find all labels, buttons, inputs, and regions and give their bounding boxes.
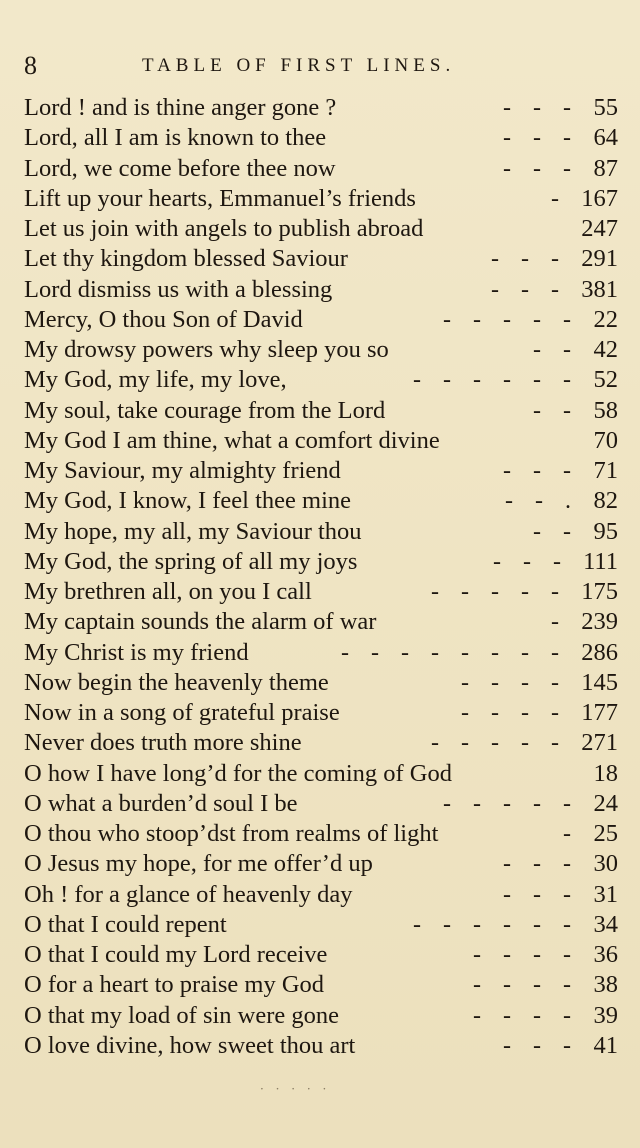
table-row: [24, 910, 618, 940]
page-header: [24, 46, 544, 86]
table-row: [24, 638, 618, 668]
dot-leaders: - - - -: [473, 972, 579, 999]
hymn-number: 177: [581, 699, 618, 726]
first-line-text: O that my load of sin were gone: [24, 1001, 340, 1029]
first-line-text: My Saviour, my almighty friend: [24, 457, 341, 484]
dot-leaders: - - - -: [473, 1002, 579, 1029]
table-row: [24, 728, 618, 758]
table-row: [24, 365, 618, 395]
table-row: [24, 426, 618, 456]
table-row: [24, 154, 618, 184]
footer-ornament: · · · · ·: [260, 1082, 331, 1096]
table-row: [24, 486, 618, 516]
table-row: [24, 940, 618, 970]
table-row: [24, 668, 618, 698]
first-line-text: My God, the spring of all my joys: [24, 547, 358, 575]
table-row: [24, 335, 618, 365]
hymn-number: 34: [593, 910, 618, 938]
hymn-number: 42: [593, 336, 618, 363]
dot-leaders: - - - - -: [443, 790, 579, 817]
hymn-number: 167: [581, 184, 618, 212]
first-line-text: My drowsy powers why sleep you so: [24, 336, 389, 363]
table-row: [24, 970, 618, 1000]
table-row: [24, 214, 618, 244]
first-lines-list: [24, 93, 618, 1061]
first-line-text: My hope, my all, my Saviour thou: [24, 517, 362, 545]
dot-leaders: - - - -: [461, 669, 567, 696]
dot-leaders: - - .: [505, 488, 579, 515]
dot-leaders: - - - - - -: [413, 911, 579, 938]
table-row: [24, 880, 618, 910]
first-line-text: O that I could my Lord receive: [24, 941, 328, 968]
dot-leaders: - - -: [503, 851, 579, 878]
dot-leaders: - - - - -: [443, 306, 579, 333]
hymn-number: 52: [593, 366, 618, 394]
dot-leaders: - - -: [491, 276, 567, 303]
dot-leaders: - - - - - - - -: [341, 639, 567, 666]
dot-leaders: - - - - - -: [413, 367, 579, 394]
first-line-text: O love divine, how sweet thou art: [24, 1031, 356, 1059]
hymn-number: 70: [593, 426, 618, 454]
hymn-number: 18: [593, 759, 618, 787]
first-line-text: Lord, all I am is known to thee: [24, 124, 327, 152]
table-row: [24, 305, 618, 335]
table-row: [24, 789, 618, 819]
dot-leaders: - -: [533, 518, 579, 545]
hymn-number: 31: [593, 880, 618, 908]
first-line-text: O that I could repent: [24, 910, 227, 938]
first-line-text: Never does truth more shine: [24, 729, 302, 757]
hymn-number: 175: [581, 578, 618, 605]
page-number: 8: [24, 51, 37, 80]
dot-leaders: -: [563, 821, 579, 847]
dot-leaders: -: [551, 185, 567, 212]
table-row: [24, 244, 618, 274]
first-line-text: My God, my life, my love,: [24, 366, 287, 394]
first-line-text: Now begin the heavenly theme: [24, 668, 329, 696]
hymn-number: 41: [593, 1031, 618, 1059]
hymn-number: 247: [581, 215, 618, 242]
hymn-number: 239: [581, 608, 618, 636]
table-row: [24, 93, 618, 123]
table-row: [24, 577, 618, 607]
first-line-text: My soul, take courage from the Lord: [24, 396, 386, 424]
dot-leaders: - - -: [503, 458, 579, 484]
dot-leaders: - - -: [491, 246, 567, 273]
hymn-number: 39: [593, 1001, 618, 1029]
hymn-number: 22: [593, 305, 618, 333]
table-row: [24, 819, 618, 849]
hymn-number: 55: [593, 94, 618, 121]
table-row: [24, 517, 618, 547]
first-line-text: Oh ! for a glance of heavenly day: [24, 880, 353, 908]
dot-leaders: - - -: [493, 548, 569, 575]
page-title: TABLE OF FIRST LINES.: [142, 55, 456, 76]
first-line-text: Lift up your hearts, Emmanuel’s friends: [24, 184, 416, 212]
hymn-number: 286: [581, 638, 618, 666]
hymn-number: 58: [593, 396, 618, 424]
first-line-text: O for a heart to praise my God: [24, 971, 325, 999]
hymn-number: 291: [581, 245, 618, 273]
first-line-text: O Jesus my hope, for me offer’d up: [24, 850, 373, 878]
dot-leaders: - - - - -: [431, 579, 567, 605]
table-row: [24, 396, 618, 426]
first-line-text: Lord ! and is thine anger gone ?: [24, 94, 337, 121]
hymn-number: 87: [593, 154, 618, 182]
table-row: [24, 759, 618, 789]
table-row: [24, 849, 618, 879]
first-line-text: Lord dismiss us with a blessing: [24, 275, 333, 303]
first-line-text: My God, I know, I feel thee mine: [24, 487, 352, 515]
dot-leaders: - -: [533, 397, 579, 424]
table-row: [24, 1031, 618, 1061]
dot-leaders: - - - - -: [431, 730, 567, 757]
table-row: [24, 123, 618, 153]
hymn-number: 64: [593, 124, 618, 152]
dot-leaders: - -: [533, 337, 579, 363]
dot-leaders: - - -: [503, 881, 579, 908]
dot-leaders: - - - -: [473, 942, 579, 968]
dot-leaders: - - -: [503, 155, 579, 182]
table-row: [24, 1001, 618, 1031]
first-line-text: My God I am thine, what a comfort divine: [24, 426, 440, 454]
dot-leaders: - - -: [503, 125, 579, 152]
hymn-number: 36: [593, 941, 618, 968]
first-line-text: O what a burden’d soul I be: [24, 789, 298, 817]
hymn-number: 71: [593, 457, 618, 484]
first-line-text: Lord, we come before thee now: [24, 154, 336, 182]
table-row: [24, 275, 618, 305]
table-row: [24, 547, 618, 577]
table-row: [24, 456, 618, 486]
first-line-text: Now in a song of grateful praise: [24, 699, 340, 726]
first-line-text: O thou who stoop’dst from realms of light: [24, 820, 439, 847]
first-line-text: My brethren all, on you I call: [24, 578, 312, 605]
hymn-number: 381: [581, 275, 618, 303]
first-line-text: My captain sounds the alarm of war: [24, 608, 377, 636]
first-line-text: O how I have long’d for the coming of God: [24, 759, 452, 787]
dot-leaders: - - -: [503, 95, 579, 121]
hymn-number: 111: [583, 547, 618, 575]
table-row: [24, 607, 618, 637]
dot-leaders: - - -: [503, 1032, 579, 1059]
dot-leaders: - - - -: [461, 700, 567, 726]
hymn-number: 25: [593, 820, 618, 847]
table-row: [24, 698, 618, 728]
table-row: [24, 184, 618, 214]
hymn-number: 82: [593, 487, 618, 515]
first-line-text: Let us join with angels to publish abroad: [24, 215, 424, 242]
first-line-text: Let thy kingdom blessed Saviour: [24, 245, 348, 273]
dot-leaders: -: [551, 609, 567, 636]
hymn-number: 24: [593, 789, 618, 817]
hymn-number: 145: [581, 668, 618, 696]
hymn-number: 38: [593, 971, 618, 999]
hymn-number: 271: [581, 729, 618, 757]
hymn-number: 95: [593, 517, 618, 545]
first-line-text: My Christ is my friend: [24, 638, 249, 666]
first-line-text: Mercy, O thou Son of David: [24, 305, 303, 333]
hymn-number: 30: [593, 850, 618, 878]
